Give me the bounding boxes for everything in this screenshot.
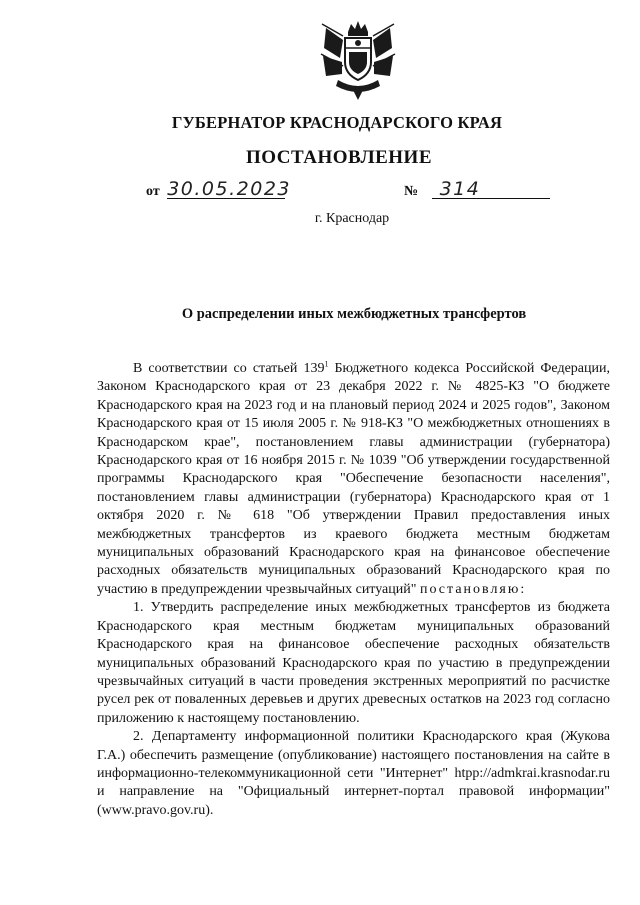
item-2-text-a: 2. Департаменту информационной политики Краснодарского края (Жукова Г.А.) обеспечить размещение (опубликование) настоящего постановления на сайте в информационно-телекоммуникационной сети "Интернет" <box>97 729 610 781</box>
document-number <box>404 178 550 200</box>
number-value: 314 <box>432 181 550 199</box>
date-label: от <box>146 184 160 199</box>
document-subject: О распределении иных межбюджетных трансфертов <box>181 306 527 322</box>
date-value: 30.05.2023 <box>167 178 291 200</box>
paragraph-item-2 <box>97 728 610 820</box>
document-date <box>146 178 291 200</box>
paragraph-item-1: 1. Утвердить распределение иных межбюджетных трансфертов из бюджета Краснодарского края местным бюджетам муниципальных образований Краснодарского края на финансовое обеспечение расходных обязательств муниципальных образований Краснодарского края по участию в предупреждении чрезвычайных ситуаций в части проведения экстренных мероприятий по расчистке русел рек от поваленных деревьев и других древесных остатков на 2023 год согласно приложению к настоящему постановлению. <box>97 600 610 726</box>
article-superscript: 1 <box>324 359 329 369</box>
document-body <box>97 360 610 820</box>
coat-of-arms-icon <box>318 18 398 102</box>
item-2-text-b: htpp://admkrai.krasnodar.ru и направление на "Официальный интернет-портал правовой информации" (www.pravo.gov.ru). <box>97 765 610 818</box>
document-type: ПОСТАНОВЛЕНИЕ <box>245 147 433 168</box>
city: г. Краснодар <box>314 211 390 226</box>
preamble-text-a: В соответствии со статьей 139 <box>133 361 325 376</box>
preamble-colon: : <box>520 581 525 597</box>
paragraph-preamble <box>97 360 610 599</box>
resolution-word: постановляю <box>419 581 521 597</box>
number-label: № <box>404 184 419 199</box>
preamble-text-b: Бюджетного кодекса Российской Федерации, Законом Краснодарского края от 23 декабря 2022 г. № 4825-КЗ "О бюджете Краснодарского края на 2023 год и на плановый период 2024 и 2025 годов", Законом Краснодарского края от 15 июля 2005 г. № 918-КЗ "О межбюджетных отношениях в Краснодарском крае", постановлением главы администрации (губернатора) Краснодарского края от 16 ноября 2015 г. № 1039 "Об утверждении государственной программы Краснодарского края "Обеспечение безопасности населения", постановлением главы администрации (губернатора) Краснодарского края от 1 октября 2020 г. № 618 "Об утверждении Правил предоставления иных межбюджетных трансфертов из краевого бюджета местным бюджетам муниципальных образований Краснодарского края на финансовое обеспечение расходных обязательств муниципальных образований Краснодарского края по участию в предупреждении чрезвычайных ситуаций" <box>97 361 610 597</box>
issuing-authority: ГУБЕРНАТОР КРАСНОДАРСКОГО КРАЯ <box>171 113 503 132</box>
